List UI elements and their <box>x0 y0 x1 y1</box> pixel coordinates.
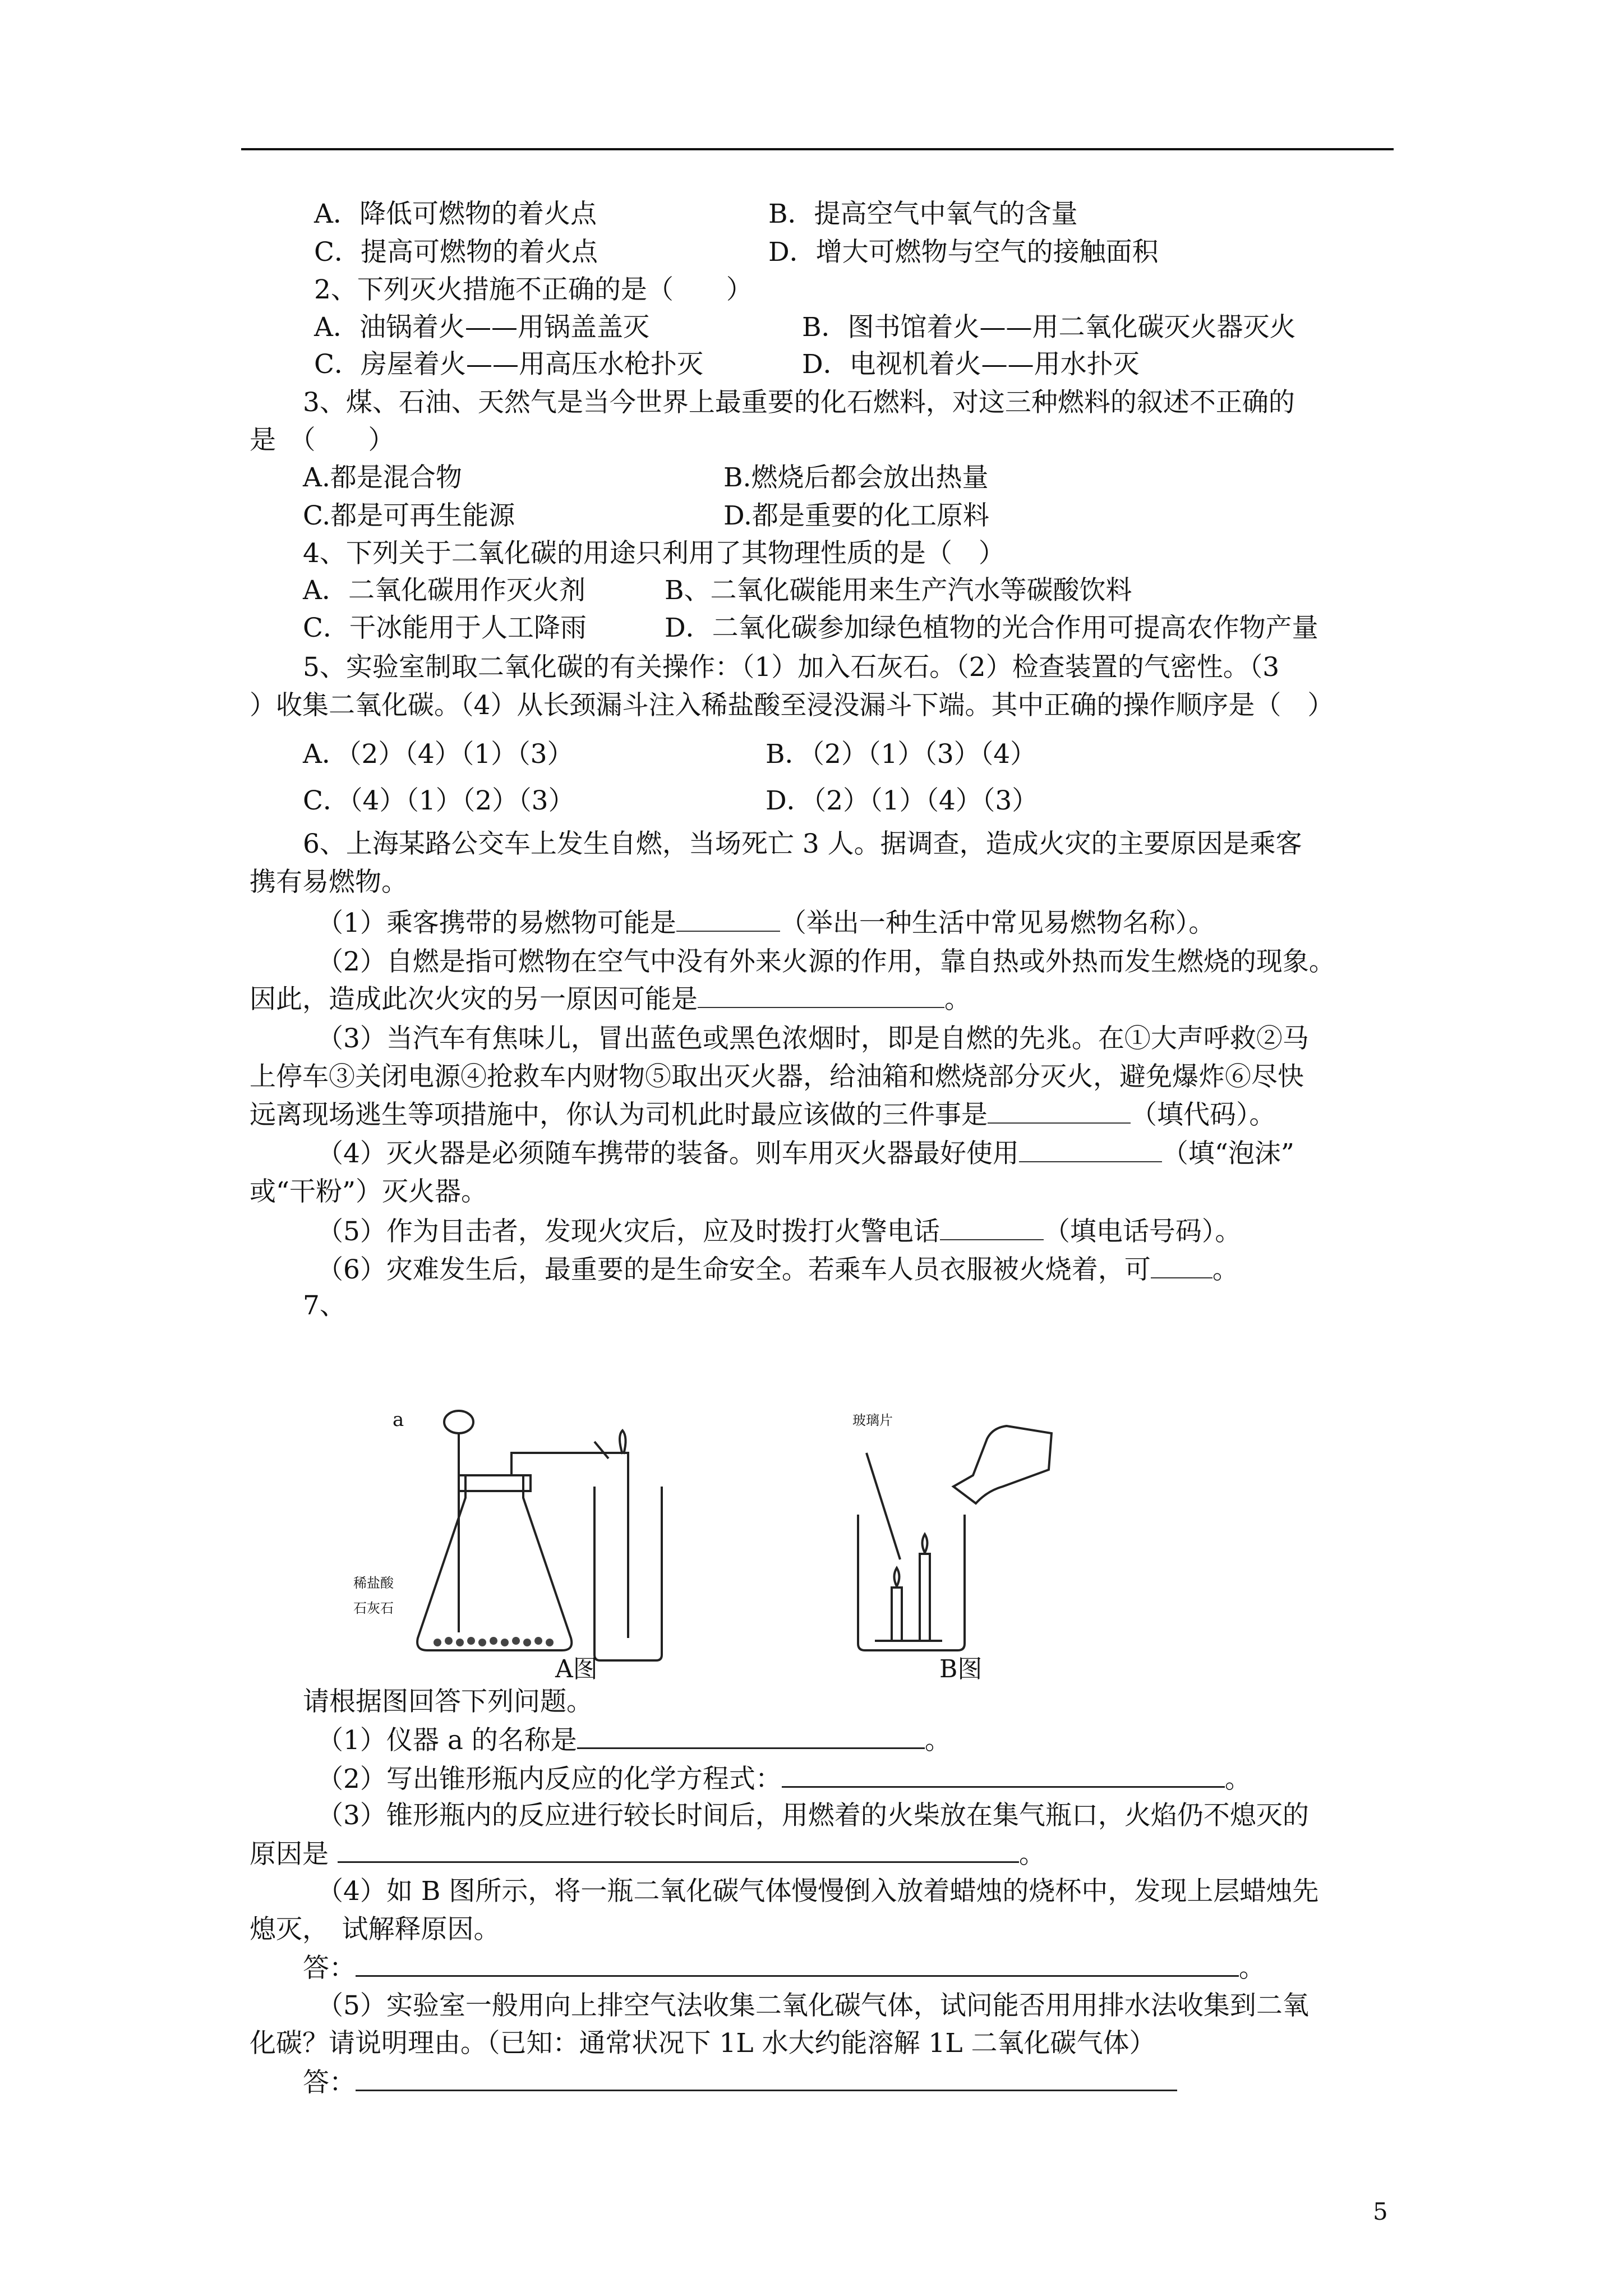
answer-line[interactable] <box>577 1723 925 1749</box>
q6-part4-line2: 或“干粉”）灭火器。 <box>250 1176 488 1207</box>
figure-b-apparatus <box>836 1391 1071 1683</box>
q6-part3-line1: （3）当汽车有焦味儿，冒出蓝色或黑色浓烟时，即是自燃的先兆。在①大声呼救②马 <box>317 1023 1309 1054</box>
label-limestone: 石灰石 <box>353 1600 394 1616</box>
q2-option-a: A．油锅着火——用锅盖盖灭 <box>314 312 649 343</box>
answer-blank[interactable] <box>940 1217 1044 1240</box>
q5-option-c: C．（4）（1）（2）（3） <box>303 785 575 816</box>
caption-b: B图 <box>939 1655 983 1683</box>
q2-option-b: B．图书馆着火——用二氧化碳灭火器灭火 <box>802 312 1296 343</box>
q7-intro: 请根据图回答下列问题。 <box>303 1686 593 1717</box>
q6-part5: （5）作为目击者，发现火灾后，应及时拨打火警电话 （填电话号码）。 <box>317 1216 1242 1247</box>
q4-option-c: C．干冰能用于人工降雨 <box>303 613 587 643</box>
q6-part1: （1）乘客携带的易燃物可能是 （举出一种生活中常见易燃物名称）。 <box>317 908 1215 938</box>
q5-stem-line2: ）收集二氧化碳。（4）从长颈漏斗注入稀盐酸至浸没漏斗下端。其中正确的操作顺序是（ ） <box>250 690 1334 721</box>
figure-a-apparatus <box>353 1391 667 1683</box>
q2-option-d: D．电视机着火——用水扑灭 <box>802 349 1140 380</box>
q1-option-d: D．增大可燃物与空气的接触面积 <box>768 237 1159 268</box>
label-a: a <box>393 1409 404 1431</box>
q5-option-d: D．（2）（1）（4）（3） <box>766 785 1039 816</box>
beaker <box>858 1515 965 1650</box>
answer-line[interactable] <box>356 2065 1177 2091</box>
q1-option-a: A．降低可燃物的着火点 <box>314 199 597 229</box>
answer-line[interactable] <box>356 1950 1239 1977</box>
q4-stem: 4、下列关于二氧化碳的用途只利用了其物理性质的是（ ） <box>303 538 1005 569</box>
q7-part5-line1: （5）实验室一般用向上排空气法收集二氧化碳气体，试问能否用用排水法收集到二氧 <box>317 1990 1309 2021</box>
q3-option-a: A.都是混合物 <box>303 462 462 493</box>
candle-low <box>892 1588 902 1641</box>
q7-number: 7、 <box>303 1290 346 1321</box>
q4-option-d: D．二氧化碳参加绿色植物的光合作用可提高农作物产量 <box>665 613 1318 643</box>
candle-high <box>920 1554 930 1641</box>
q3-stem-line1: 3、煤、石油、天然气是当今世界上最重要的化石燃料，对这三种燃料的叙述不正确的 <box>303 387 1295 418</box>
delivery-tube <box>511 1453 628 1475</box>
q5-option-a: A．（2）（4）（1）（3） <box>303 739 574 770</box>
q2-stem: 2、下列灭火措施不正确的是（ ） <box>314 274 753 305</box>
q6-part4-line1: （4）灭火器是必须随车携带的装备。则车用灭火器最好使用 （填“泡沫” <box>317 1138 1294 1169</box>
limestone-chips <box>434 1637 554 1646</box>
q3-option-c: C.都是可再生能源 <box>303 500 515 531</box>
q7-part4-line1: （4）如 B 图所示，将一瓶二氧化碳气体慢慢倒入放着蜡烛的烧杯中，发现上层蜡烛先 <box>317 1876 1319 1907</box>
q3-option-b: B.燃烧后都会放出热量 <box>723 462 989 493</box>
q7-part4-line2: 熄灭， 试解释原因。 <box>250 1914 500 1945</box>
q7-part1: （1）仪器 a 的名称是 。 <box>317 1723 951 1757</box>
q6-part6: （6）灾难发生后，最重要的是生命安全。若乘车人员衣服被火烧着，可 。 <box>317 1254 1239 1285</box>
q7-part3-line1: （3）锥形瓶内的反应进行较长时间后，用燃着的火柴放在集气瓶口，火焰仍不熄灭的 <box>317 1800 1309 1831</box>
conical-flask <box>417 1475 571 1650</box>
q1-option-c: C．提高可燃物的着火点 <box>314 237 598 268</box>
header-rule <box>241 148 1394 150</box>
q7-part5-line2: 化碳？请说明理由。（已知：通常状况下 1L 水大约能溶解 1L 二氧化碳气体） <box>250 2028 1156 2059</box>
label-glass: 玻璃片 <box>852 1412 893 1428</box>
q5-option-b: B．（2）（1）（3）（4） <box>766 739 1037 770</box>
q6-stem-line1: 6、上海某路公交车上发生自燃，当场死亡 3 人。据调查，造成火灾的主要原因是乘客 <box>303 829 1302 859</box>
q5-stem-line1: 5、实验室制取二氧化碳的有关操作：（1）加入石灰石。（2）检查装置的气密性。（3 <box>303 652 1280 683</box>
glass-slide <box>866 1453 900 1559</box>
q6-part3-line3: 远离现场逃生等项措施中，你认为司机此时最应该做的三件事是 （填代码）。 <box>250 1099 1276 1130</box>
q7-part2: （2）写出锥形瓶内反应的化学方程式： 。 <box>317 1761 1251 1796</box>
q3-option-d: D.都是重要的化工原料 <box>723 500 989 531</box>
q7-part4-answer: 答： 。 <box>303 1950 1265 1985</box>
q2-option-c: C．房屋着火——用高压水枪扑灭 <box>314 349 703 380</box>
answer-blank[interactable] <box>988 1100 1131 1124</box>
q6-part3-line2: 上停车③关闭电源④抢救车内财物⑤取出灭火器，给油箱和燃烧部分灭火，避免爆炸⑥尽快 <box>250 1061 1304 1092</box>
q7-part3-line2: 原因是 。 <box>250 1837 1045 1871</box>
answer-blank[interactable] <box>1019 1139 1162 1162</box>
answer-line[interactable] <box>782 1761 1225 1788</box>
label-acid: 稀盐酸 <box>353 1575 394 1591</box>
answer-blank[interactable] <box>676 908 780 932</box>
caption-a: A图 <box>555 1655 598 1683</box>
q6-part2-line2: 因此，造成此次火灾的另一原因可能是 。 <box>250 984 971 1015</box>
answer-line[interactable] <box>338 1837 1019 1863</box>
answer-blank[interactable] <box>698 984 944 1008</box>
q3-stem-line2: 是 （ ） <box>250 425 395 455</box>
page-number: 5 <box>1373 2198 1388 2225</box>
q6-part2-line1: （2）自燃是指可燃物在空气中没有外来火源的作用，靠自热或外热而发生燃烧的现象。 <box>317 946 1335 977</box>
q1-option-b: B．提高空气中氧气的含量 <box>768 199 1078 229</box>
q4-option-a: A．二氧化碳用作灭火剂 <box>303 575 585 606</box>
stopper <box>459 1475 531 1491</box>
co2-bottle <box>953 1426 1052 1503</box>
answer-blank[interactable] <box>1151 1255 1212 1278</box>
q7-part5-answer: 答： <box>303 2065 1177 2100</box>
thistle-funnel <box>444 1411 473 1433</box>
q4-option-b: B、二氧化碳能用来生产汽水等碳酸饮料 <box>665 575 1132 606</box>
q6-stem-line2: 携有易燃物。 <box>250 867 408 898</box>
